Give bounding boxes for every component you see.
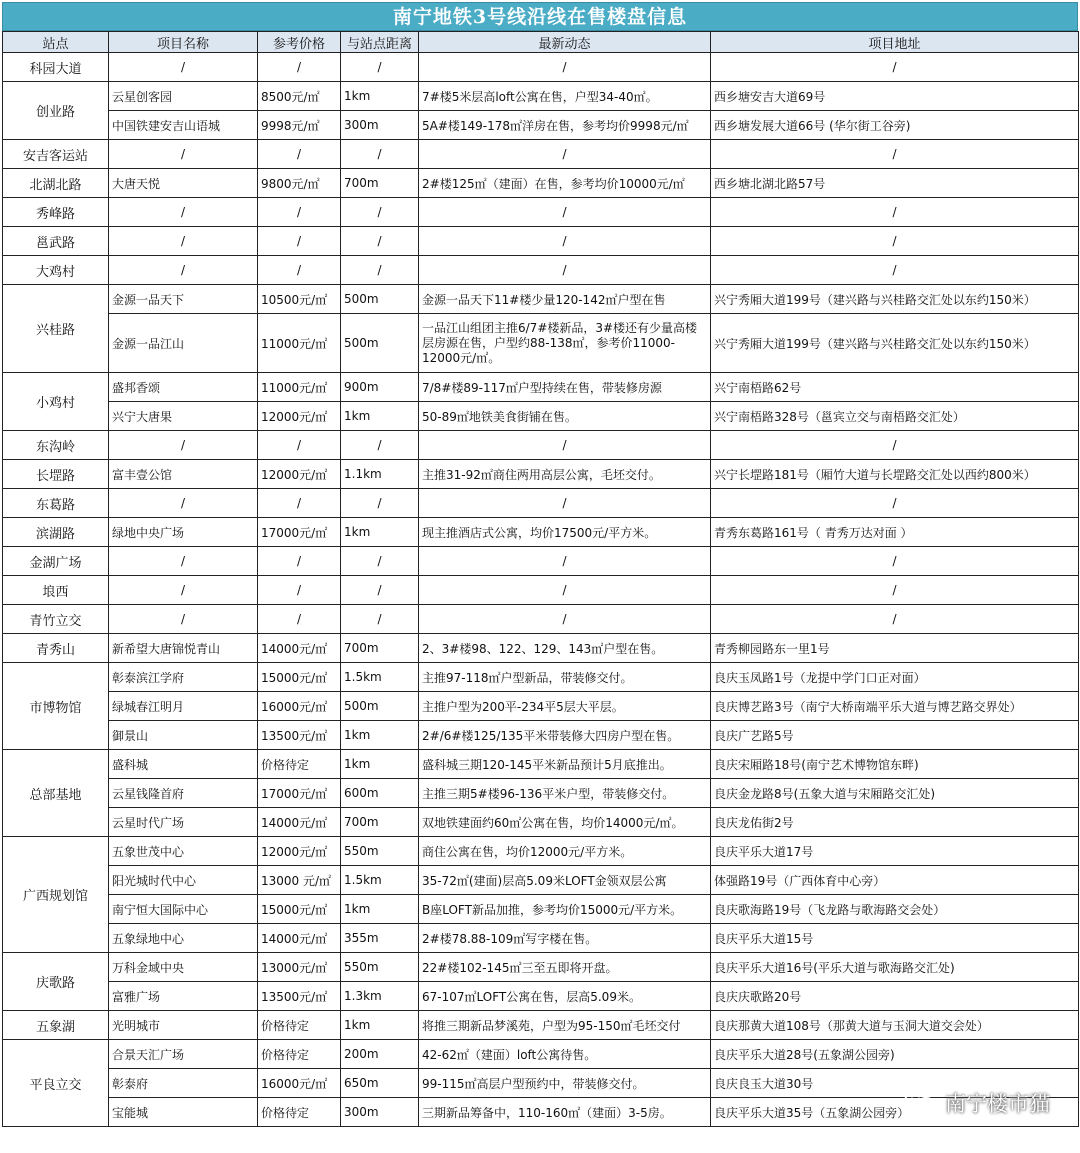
news-cell: 99-115㎡高层户型预约中，带装修交付。 — [419, 1069, 711, 1098]
project-name-cell: / — [109, 140, 258, 169]
station-cell: 滨湖路 — [3, 518, 109, 547]
price-cell: 11000元/㎡ — [258, 373, 341, 402]
table-row — [3, 808, 1079, 837]
project-name-cell: 云星创客园 — [109, 82, 258, 111]
project-name-cell: / — [109, 227, 258, 256]
address-cell: / — [711, 605, 1079, 634]
distance-cell: / — [341, 140, 419, 169]
news-cell: 7/8#楼89-117㎡户型持续在售，带装修房源 — [419, 373, 711, 402]
table-row — [3, 924, 1079, 953]
price-cell: 9800元/㎡ — [258, 169, 341, 198]
table-row — [3, 489, 1079, 518]
address-cell: 良庆宋厢路18号(南宁艺术博物馆东畔) — [711, 750, 1079, 779]
price-cell: 12000元/㎡ — [258, 402, 341, 431]
project-name-cell: 彰泰府 — [109, 1069, 258, 1098]
price-cell: / — [258, 140, 341, 169]
news-cell: / — [419, 256, 711, 285]
distance-cell: / — [341, 547, 419, 576]
price-cell: 14000元/㎡ — [258, 634, 341, 663]
price-cell: 9998元/㎡ — [258, 111, 341, 140]
news-cell: 现主推酒店式公寓，均价17500元/平方米。 — [419, 518, 711, 547]
table-row — [3, 256, 1079, 285]
distance-cell: / — [341, 227, 419, 256]
price-cell: 15000元/㎡ — [258, 895, 341, 924]
table-row — [3, 750, 1079, 779]
distance-cell: / — [341, 431, 419, 460]
table-row — [3, 227, 1079, 256]
news-cell: 67-107㎡LOFT公寓在售，层高5.09米。 — [419, 982, 711, 1011]
header-station: 站点 — [3, 32, 109, 53]
property-table — [2, 31, 1079, 1127]
station-cell: 广西规划馆 — [3, 837, 109, 953]
header-news: 最新动态 — [419, 32, 711, 53]
address-cell: 良庆金龙路8号(五象大道与宋厢路交汇处) — [711, 779, 1079, 808]
news-cell: B座LOFT新品加推，参考均价15000元/平方米。 — [419, 895, 711, 924]
address-cell: 体强路19号（广西体育中心旁） — [711, 866, 1079, 895]
distance-cell: 1km — [341, 1011, 419, 1040]
news-cell: 双地铁建面约60㎡公寓在售，均价14000元/㎡。 — [419, 808, 711, 837]
price-cell: / — [258, 227, 341, 256]
price-cell: / — [258, 198, 341, 227]
table-row — [3, 605, 1079, 634]
distance-cell: 600m — [341, 779, 419, 808]
price-cell: / — [258, 605, 341, 634]
address-cell: / — [711, 489, 1079, 518]
price-cell: / — [258, 256, 341, 285]
address-cell: 兴宁南梧路62号 — [711, 373, 1079, 402]
price-cell: / — [258, 53, 341, 82]
project-name-cell: 宝能城 — [109, 1098, 258, 1127]
address-cell: 良庆良玉大道30号 — [711, 1069, 1079, 1098]
station-cell: 小鸡村 — [3, 373, 109, 431]
distance-cell: 300m — [341, 111, 419, 140]
news-cell: 42-62㎡（建面）loft公寓待售。 — [419, 1040, 711, 1069]
news-cell: 主推三期5#楼96-136平米户型，带装修交付。 — [419, 779, 711, 808]
distance-cell: 1.5km — [341, 866, 419, 895]
distance-cell: / — [341, 53, 419, 82]
price-cell: 14000元/㎡ — [258, 808, 341, 837]
table-row — [3, 953, 1079, 982]
news-cell: / — [419, 198, 711, 227]
table-row — [3, 895, 1079, 924]
news-cell: 50-89㎡地铁美食街铺在售。 — [419, 402, 711, 431]
table-row — [3, 866, 1079, 895]
station-cell: 总部基地 — [3, 750, 109, 837]
table-row — [3, 198, 1079, 227]
news-cell: / — [419, 53, 711, 82]
news-cell: 2#楼78.88-109㎡写字楼在售。 — [419, 924, 711, 953]
address-cell: 良庆庆歌路20号 — [711, 982, 1079, 1011]
station-cell: 埌西 — [3, 576, 109, 605]
watermark — [903, 1088, 1050, 1118]
table-row — [3, 460, 1079, 489]
table-row — [3, 721, 1079, 750]
price-cell: 价格待定 — [258, 1011, 341, 1040]
project-name-cell: 光明城市 — [109, 1011, 258, 1040]
news-cell: / — [419, 576, 711, 605]
distance-cell: 1.5km — [341, 663, 419, 692]
price-cell: 17000元/㎡ — [258, 779, 341, 808]
news-cell: 35-72㎡(建面)层高5.09米LOFT金领双层公寓 — [419, 866, 711, 895]
header-address: 项目地址 — [711, 32, 1079, 53]
news-cell: 2#楼125㎡（建面）在售，参考均价10000元/㎡ — [419, 169, 711, 198]
distance-cell: 500m — [341, 314, 419, 373]
header-distance: 与站点距离 — [341, 32, 419, 53]
price-cell: / — [258, 489, 341, 518]
news-cell: / — [419, 227, 711, 256]
sheet-title: 南宁地铁3号线沿线在售楼盘信息 — [2, 2, 1078, 31]
distance-cell: 200m — [341, 1040, 419, 1069]
price-cell: 15000元/㎡ — [258, 663, 341, 692]
station-cell: 创业路 — [3, 82, 109, 140]
address-cell: / — [711, 431, 1079, 460]
project-name-cell: / — [109, 53, 258, 82]
station-cell: 庆歌路 — [3, 953, 109, 1011]
table-row — [3, 634, 1079, 663]
table-row — [3, 402, 1079, 431]
address-cell: 良庆平乐大道17号 — [711, 837, 1079, 866]
address-cell: 兴宁秀厢大道199号（建兴路与兴桂路交汇处以东约150米） — [711, 285, 1079, 314]
project-name-cell: 南宁恒大国际中心 — [109, 895, 258, 924]
address-cell: / — [711, 227, 1079, 256]
news-cell: 一品江山组团主推6/7#楼新品，3#楼还有少量高楼层房源在售，户型约88-138㎡，参考价11000-12000元/㎡。 — [419, 314, 711, 373]
price-cell: / — [258, 547, 341, 576]
news-cell: 7#楼5米层高loft公寓在售，户型34-40㎡。 — [419, 82, 711, 111]
distance-cell: 500m — [341, 692, 419, 721]
distance-cell: / — [341, 198, 419, 227]
distance-cell: / — [341, 256, 419, 285]
news-cell: 三期新品筹备中，110-160㎡（建面）3-5房。 — [419, 1098, 711, 1127]
table-row — [3, 169, 1079, 198]
news-cell: 22#楼102-145㎡三至五即将开盘。 — [419, 953, 711, 982]
project-name-cell: 五象绿地中心 — [109, 924, 258, 953]
table-body — [3, 53, 1079, 1127]
address-cell: 西乡塘北湖北路57号 — [711, 169, 1079, 198]
project-name-cell: / — [109, 489, 258, 518]
address-cell: 良庆玉凤路1号（龙提中学门口正对面） — [711, 663, 1079, 692]
distance-cell: 355m — [341, 924, 419, 953]
address-cell: / — [711, 140, 1079, 169]
distance-cell: 1km — [341, 82, 419, 111]
news-cell: 主推31-92㎡商住两用高层公寓，毛坯交付。 — [419, 460, 711, 489]
distance-cell: 550m — [341, 837, 419, 866]
news-cell: 主推97-118㎡户型新品，带装修交付。 — [419, 663, 711, 692]
project-name-cell: 大唐天悦 — [109, 169, 258, 198]
distance-cell: / — [341, 605, 419, 634]
project-name-cell: 盛科城 — [109, 750, 258, 779]
project-name-cell: 彰泰滨江学府 — [109, 663, 258, 692]
address-cell: 良庆平乐大道15号 — [711, 924, 1079, 953]
address-cell: / — [711, 547, 1079, 576]
table-row — [3, 314, 1079, 373]
address-cell: 良庆平乐大道35号（五象湖公园旁） — [711, 1098, 1079, 1127]
distance-cell: 500m — [341, 285, 419, 314]
watermark-text: 南宁楼市猫 — [945, 1092, 1050, 1116]
distance-cell: 1km — [341, 402, 419, 431]
distance-cell: 900m — [341, 373, 419, 402]
station-cell: 大鸡村 — [3, 256, 109, 285]
table-row — [3, 1040, 1079, 1069]
table-row — [3, 373, 1079, 402]
project-name-cell: 五象世茂中心 — [109, 837, 258, 866]
address-cell: 良庆歌海路19号（飞龙路与歌海路交会处） — [711, 895, 1079, 924]
news-cell: 盛科城三期120-145平米新品预计5月底推出。 — [419, 750, 711, 779]
project-name-cell: 富雅广场 — [109, 982, 258, 1011]
station-cell: 兴桂路 — [3, 285, 109, 373]
address-cell: 良庆那黄大道108号（那黄大道与玉洞大道交会处） — [711, 1011, 1079, 1040]
project-name-cell: / — [109, 576, 258, 605]
address-cell: 良庆平乐大道16号(平乐大道与歌海路交汇处) — [711, 953, 1079, 982]
distance-cell: 700m — [341, 808, 419, 837]
news-cell: / — [419, 140, 711, 169]
project-name-cell: / — [109, 547, 258, 576]
distance-cell: 700m — [341, 169, 419, 198]
price-cell: 13000元/㎡ — [258, 953, 341, 982]
address-cell: 良庆广艺路5号 — [711, 721, 1079, 750]
news-cell: 金源一品天下11#楼少量120-142㎡户型在售 — [419, 285, 711, 314]
distance-cell: 650m — [341, 1069, 419, 1098]
project-name-cell: / — [109, 431, 258, 460]
news-cell: / — [419, 547, 711, 576]
table-row — [3, 285, 1079, 314]
price-cell: 16000元/㎡ — [258, 692, 341, 721]
news-cell: 主推户型为200平-234平5层大平层。 — [419, 692, 711, 721]
price-cell: 17000元/㎡ — [258, 518, 341, 547]
price-cell: 12000元/㎡ — [258, 837, 341, 866]
table-row — [3, 837, 1079, 866]
project-name-cell: 富丰壹公馆 — [109, 460, 258, 489]
header-row — [3, 32, 1079, 53]
station-cell: 长堽路 — [3, 460, 109, 489]
price-cell: 价格待定 — [258, 750, 341, 779]
distance-cell: 1.3km — [341, 982, 419, 1011]
price-cell: 14000元/㎡ — [258, 924, 341, 953]
address-cell: 西乡塘发展大道66号 (华尔街工谷旁) — [711, 111, 1079, 140]
table-row — [3, 1011, 1079, 1040]
distance-cell: 1km — [341, 518, 419, 547]
station-cell: 北湖北路 — [3, 169, 109, 198]
distance-cell: 1km — [341, 721, 419, 750]
project-name-cell: 盛邦香颂 — [109, 373, 258, 402]
price-cell: 13000 元/㎡ — [258, 866, 341, 895]
project-name-cell: / — [109, 256, 258, 285]
price-cell: / — [258, 431, 341, 460]
station-cell: 青秀山 — [3, 634, 109, 663]
table-row — [3, 431, 1079, 460]
project-name-cell: 万科金域中央 — [109, 953, 258, 982]
price-cell: 10500元/㎡ — [258, 285, 341, 314]
price-cell: / — [258, 576, 341, 605]
distance-cell: 550m — [341, 953, 419, 982]
table-row — [3, 518, 1079, 547]
distance-cell: / — [341, 576, 419, 605]
address-cell: 兴宁秀厢大道199号（建兴路与兴桂路交汇处以东约150米） — [711, 314, 1079, 373]
wechat-icon — [903, 1090, 939, 1116]
project-name-cell: 绿城春江明月 — [109, 692, 258, 721]
station-cell: 金湖广场 — [3, 547, 109, 576]
news-cell: / — [419, 431, 711, 460]
address-cell: 兴宁南梧路328号（邕宾立交与南梧路交汇处） — [711, 402, 1079, 431]
price-cell: 12000元/㎡ — [258, 460, 341, 489]
project-name-cell: / — [109, 198, 258, 227]
table-row — [3, 663, 1079, 692]
distance-cell: 300m — [341, 1098, 419, 1127]
price-cell: 8500元/㎡ — [258, 82, 341, 111]
project-name-cell: 中国铁建安吉山语城 — [109, 111, 258, 140]
project-name-cell: 绿地中央广场 — [109, 518, 258, 547]
distance-cell: 700m — [341, 634, 419, 663]
header-project: 项目名称 — [109, 32, 258, 53]
price-cell: 13500元/㎡ — [258, 721, 341, 750]
project-name-cell: / — [109, 605, 258, 634]
address-cell: / — [711, 53, 1079, 82]
table-row — [3, 53, 1079, 82]
table-row — [3, 982, 1079, 1011]
price-cell: 价格待定 — [258, 1098, 341, 1127]
project-name-cell: 金源一品江山 — [109, 314, 258, 373]
news-cell: 2、3#楼98、122、129、143㎡户型在售。 — [419, 634, 711, 663]
address-cell: 良庆龙佑街2号 — [711, 808, 1079, 837]
station-cell: 科园大道 — [3, 53, 109, 82]
project-name-cell: 合景天汇广场 — [109, 1040, 258, 1069]
station-cell: 五象湖 — [3, 1011, 109, 1040]
table-row — [3, 82, 1079, 111]
table-row — [3, 140, 1079, 169]
price-cell: 16000元/㎡ — [258, 1069, 341, 1098]
address-cell: 青秀柳园路东一里1号 — [711, 634, 1079, 663]
distance-cell: 1.1km — [341, 460, 419, 489]
address-cell: 青秀东葛路161号（ 青秀万达对面 ） — [711, 518, 1079, 547]
table-row — [3, 779, 1079, 808]
station-cell: 安吉客运站 — [3, 140, 109, 169]
station-cell: 邕武路 — [3, 227, 109, 256]
distance-cell: 1km — [341, 895, 419, 924]
address-cell: 兴宁长堽路181号（厢竹大道与长堽路交汇处以西约800米） — [711, 460, 1079, 489]
price-cell: 11000元/㎡ — [258, 314, 341, 373]
news-cell: 5A#楼149-178㎡洋房在售，参考均价9998元/㎡ — [419, 111, 711, 140]
station-cell: 东沟岭 — [3, 431, 109, 460]
station-cell: 秀峰路 — [3, 198, 109, 227]
table-row — [3, 547, 1079, 576]
address-cell: / — [711, 198, 1079, 227]
station-cell: 市博物馆 — [3, 663, 109, 750]
news-cell: / — [419, 605, 711, 634]
table-row — [3, 692, 1079, 721]
station-cell: 东葛路 — [3, 489, 109, 518]
project-name-cell: 金源一品天下 — [109, 285, 258, 314]
address-cell: 良庆平乐大道28号(五象湖公园旁) — [711, 1040, 1079, 1069]
table-row — [3, 576, 1079, 605]
header-price: 参考价格 — [258, 32, 341, 53]
address-cell: 良庆博艺路3号（南宁大桥南端平乐大道与博艺路交界处） — [711, 692, 1079, 721]
price-cell: 13500元/㎡ — [258, 982, 341, 1011]
table-row — [3, 111, 1079, 140]
station-cell: 平良立交 — [3, 1040, 109, 1127]
project-name-cell: 阳光城时代中心 — [109, 866, 258, 895]
news-cell: / — [419, 489, 711, 518]
address-cell: / — [711, 256, 1079, 285]
project-name-cell: 御景山 — [109, 721, 258, 750]
news-cell: 2#/6#楼125/135平米带装修大四房户型在售。 — [419, 721, 711, 750]
station-cell: 青竹立交 — [3, 605, 109, 634]
news-cell: 将推三期新品梦溪苑，户型为95-150㎡毛坯交付 — [419, 1011, 711, 1040]
project-name-cell: 云星时代广场 — [109, 808, 258, 837]
news-cell: 商住公寓在售，均价12000元/平方米。 — [419, 837, 711, 866]
project-name-cell: 云星钱隆首府 — [109, 779, 258, 808]
price-cell: 价格待定 — [258, 1040, 341, 1069]
project-name-cell: 新希望大唐锦悦青山 — [109, 634, 258, 663]
project-name-cell: 兴宁大唐果 — [109, 402, 258, 431]
address-cell: 西乡塘安吉大道69号 — [711, 82, 1079, 111]
distance-cell: / — [341, 489, 419, 518]
distance-cell: 1km — [341, 750, 419, 779]
address-cell: / — [711, 576, 1079, 605]
